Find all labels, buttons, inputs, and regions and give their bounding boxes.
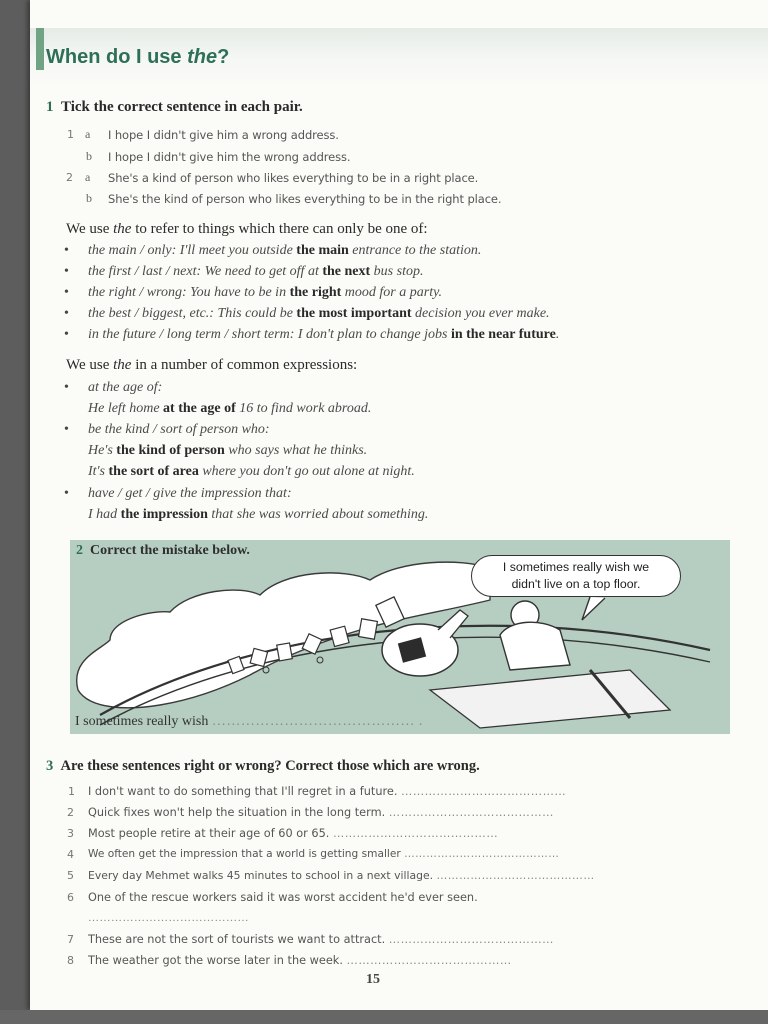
flying-box xyxy=(277,643,293,661)
rule-1-bullet: the right / wrong: You have to be in the right mood for a party. xyxy=(88,285,443,300)
expression-example: It's the sort of area where you don't go out alone at night. xyxy=(88,464,415,479)
bullet-dot: • xyxy=(64,243,69,258)
expression-example: He left home at the age of 16 to find work abroad. xyxy=(88,401,372,416)
expression-label: be the kind / sort of person who: xyxy=(88,422,270,437)
exercise-3-heading: 3 Are these sentences right or wrong? Correct those which are wrong. xyxy=(46,758,480,774)
ex1-option-label: a xyxy=(85,127,91,141)
exercise-2-heading: 2 Correct the mistake below. xyxy=(76,543,250,558)
ex3-sentence: I don't want to do something that I'll regret in a future. …………………………………… xyxy=(88,785,567,798)
answer-dots[interactable]: …………………………………… xyxy=(346,954,512,967)
answer-dots[interactable]: …………………………………… xyxy=(332,827,499,840)
person-body xyxy=(500,622,570,670)
rule-1-bullet: in the future / long term / short term: I don't plan to change jobs in the near future. xyxy=(88,327,560,342)
speech-line: didn't live on a top floor. xyxy=(511,577,641,591)
answer-dots[interactable]: …………………………………… xyxy=(436,869,595,882)
ex3-item-number: 5 xyxy=(67,869,74,882)
expression-label: have / get / give the impression that: xyxy=(88,486,292,501)
ex1-sentence: I hope I didn't give him the wrong address. xyxy=(108,150,351,164)
flying-ring xyxy=(263,667,269,673)
ex1-sentence: She's a kind of person who likes everything to be in a right place. xyxy=(108,171,479,185)
exercise-2-answer-line: I sometimes really wish …………………………………… . xyxy=(75,714,423,729)
expression-example: I had the impression that she was worried about something. xyxy=(88,507,429,522)
answer-dots[interactable]: …………………………………… xyxy=(388,806,554,819)
ex3-item-number: 4 xyxy=(67,848,74,861)
rule-1-intro: We use the to refer to things which there can only be one of: xyxy=(66,221,428,237)
ex3-sentence: Quick fixes won't help the situation in the long term. …………………………………… xyxy=(88,806,554,819)
rule-1-bullet: the best / biggest, etc.: This could be the most important decision you ever make. xyxy=(88,306,550,321)
ex1-item-number: 2 xyxy=(66,171,73,184)
room-floor xyxy=(430,670,670,728)
bullet-dot: • xyxy=(64,285,69,300)
expression-label: at the age of: xyxy=(88,380,163,395)
bullet-dot: • xyxy=(64,380,69,395)
answer-dots[interactable]: …………………………………… xyxy=(401,785,567,798)
ex1-option-label: a xyxy=(85,170,91,184)
bullet-dot: • xyxy=(64,306,69,321)
page-title: When do I use the? xyxy=(46,46,230,68)
rule-1-bullet: the first / last / next: We need to get off at the next bus stop. xyxy=(88,264,424,279)
ex3-sentence: One of the rescue workers said it was worst accident he'd ever seen. xyxy=(88,891,478,904)
exercise-1-heading: 1 Tick the correct sentence in each pair. xyxy=(46,99,303,115)
ex3-item-number: 6 xyxy=(67,891,74,904)
bullet-dot: • xyxy=(64,327,69,342)
flying-box xyxy=(359,619,378,640)
ex3-item-number: 2 xyxy=(67,806,74,819)
flying-box xyxy=(250,648,267,666)
bullet-dot: • xyxy=(64,264,69,279)
ex3-sentence: The weather got the worse later in the week. …………………………………… xyxy=(88,954,512,967)
speech-line: I sometimes really wish we xyxy=(502,560,650,574)
page-number: 15 xyxy=(366,972,380,987)
ex1-option-label: b xyxy=(86,149,92,163)
rule-1-bullet: the main / only: I'll meet you outside the main entrance to the station. xyxy=(88,243,482,258)
scan-edge xyxy=(0,1010,768,1024)
answer-dots[interactable]: …………………………………… . xyxy=(211,714,423,729)
bullet-dot: • xyxy=(64,486,69,501)
ex3-item-number: 7 xyxy=(67,933,74,946)
ex3-item-number: 1 xyxy=(68,785,75,798)
flying-ring xyxy=(317,657,323,663)
ex3-sentence: These are not the sort of tourists we want to attract. …………………………………… xyxy=(88,933,554,946)
rule-2-intro: We use the in a number of common expressions: xyxy=(66,357,358,373)
speech-bubble xyxy=(471,555,681,597)
speech-bubble-tail xyxy=(582,597,605,620)
ex3-item-number: 3 xyxy=(67,827,74,840)
ex3-item-number: 8 xyxy=(67,954,74,967)
answer-dots[interactable]: …………………………………… xyxy=(388,933,554,946)
ex3-sentence: Every day Mehmet walks 45 minutes to school in a next village. …………………………………… xyxy=(88,869,595,882)
expression-example: He's the kind of person who says what he thinks. xyxy=(88,443,368,458)
ex1-sentence: I hope I didn't give him a wrong address. xyxy=(108,128,339,142)
ex3-sentence: Most people retire at their age of 60 or 65. …………………………………… xyxy=(88,827,499,840)
answer-dots[interactable]: …………………………………… xyxy=(404,848,560,860)
ex1-option-label: b xyxy=(86,191,92,205)
title-accent-bar xyxy=(36,28,44,70)
answer-dots[interactable]: …………………………………… xyxy=(88,912,249,924)
ex1-sentence: She's the kind of person who likes everything to be in the right place. xyxy=(108,192,502,206)
ex3-sentence: We often get the impression that a world is getting smaller …………………………………… xyxy=(88,848,560,860)
bullet-dot: • xyxy=(64,422,69,437)
ex1-item-number: 1 xyxy=(67,128,74,141)
